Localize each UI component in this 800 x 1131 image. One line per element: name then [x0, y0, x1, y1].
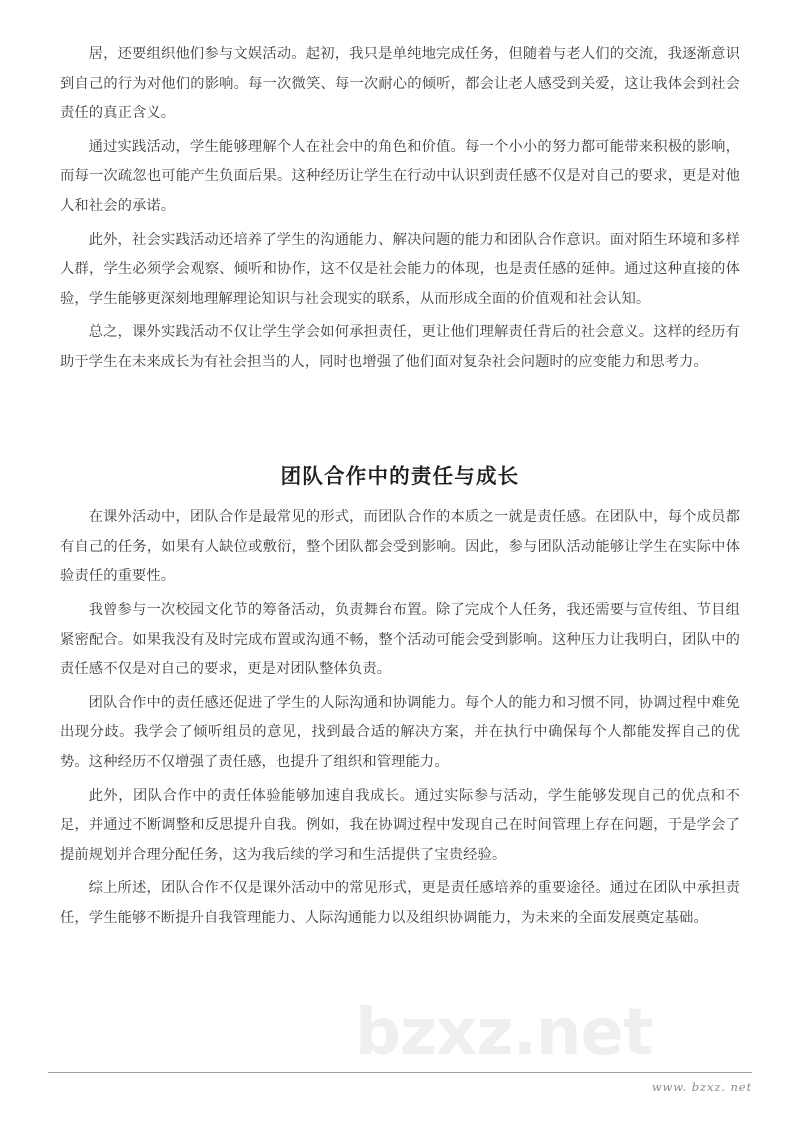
page-footer [48, 1072, 752, 1094]
paragraph: 此外，团队合作中的责任体验能够加速自我成长。通过实际参与活动，学生能够发现自己的优点和不足，并通过不断调整和反思提升自我。例如，我在协调过程中发现自己在时间管理上存在问题，于是学会了提前规划并合理分配任务，这为我后续的学习和生活提供了宝贵经验。 [60, 787, 740, 863]
footer-divider [48, 1072, 752, 1073]
section-spacer [60, 377, 740, 459]
paragraph: 团队合作中的责任感还促进了学生的人际沟通和协调能力。每个人的能力和习惯不同，协调过程中难免出现分歧。我学会了倾听组员的意见，找到最合适的解决方案，并在执行中确保每个人都能发挥自己的优势。这种经历不仅增强了责任感，也提升了组织和管理能力。 [60, 694, 740, 770]
footer-site-url: www. bzxz. net [651, 1080, 752, 1094]
document-content [60, 40, 740, 933]
document-section-teamwork [60, 459, 740, 933]
document-section-continued [60, 40, 740, 377]
paragraph: 通过实践活动，学生能够理解个人在社会中的角色和价值。每一个小小的努力都可能带来积极的影响，而每一次疏忽也可能产生负面后果。这种经历让学生在行动中认识到责任感不仅是对自己的要求，更是对他人和社会的承诺。 [60, 138, 740, 214]
paragraph: 此外，社会实践活动还培养了学生的沟通能力、解决问题的能力和团队合作意识。面对陌生环境和多样人群，学生必须学会观察、倾听和协作，这不仅是社会能力的体现，也是责任感的延伸。通过这种直接的体验，学生能够更深刻地理解理论知识与社会现实的联系，从而形成全面的价值观和社会认知。 [60, 231, 740, 307]
paragraph: 居，还要组织他们参与文娱活动。起初，我只是单纯地完成任务，但随着与老人们的交流，我逐渐意识到自己的行为对他们的影响。每一次微笑、每一次耐心的倾听，都会让老人感受到关爱，这让我体会到社会责任的真正含义。 [60, 46, 740, 121]
paragraph: 我曾参与一次校园文化节的筹备活动，负责舞台布置。除了完成个人任务，我还需要与宣传组、节目组紧密配合。如果我没有及时完成布置或沟通不畅，整个活动可能会受到影响。这种压力让我明白，团队中的责任感不仅是对自己的要求，更是对团队整体负责。 [60, 602, 740, 678]
section-heading: 团队合作中的责任与成长 [280, 464, 520, 489]
paragraph: 总之，课外实践活动不仅让学生学会如何承担责任，更让他们理解责任背后的社会意义。这样的经历有助于学生在未来成长为有社会担当的人，同时也增强了他们面对复杂社会问题时的应变能力和思考力。 [60, 324, 740, 370]
paragraph: 综上所述，团队合作不仅是课外活动中的常见形式，更是责任感培养的重要途径。通过在团队中承担责任，学生能够不断提升自我管理能力、人际沟通能力以及组织协调能力，为未来的全面发展奠定基础。 [60, 880, 740, 926]
watermark-bzxz: bzxz.net [355, 996, 653, 1070]
paragraph: 在课外活动中，团队合作是最常见的形式，而团队合作的本质之一就是责任感。在团队中，每个成员都有自己的任务，如果有人缺位或敷衍，整个团队都会受到影响。因此，参与团队活动能够让学生在实际中体验责任的重要性。 [60, 509, 740, 585]
